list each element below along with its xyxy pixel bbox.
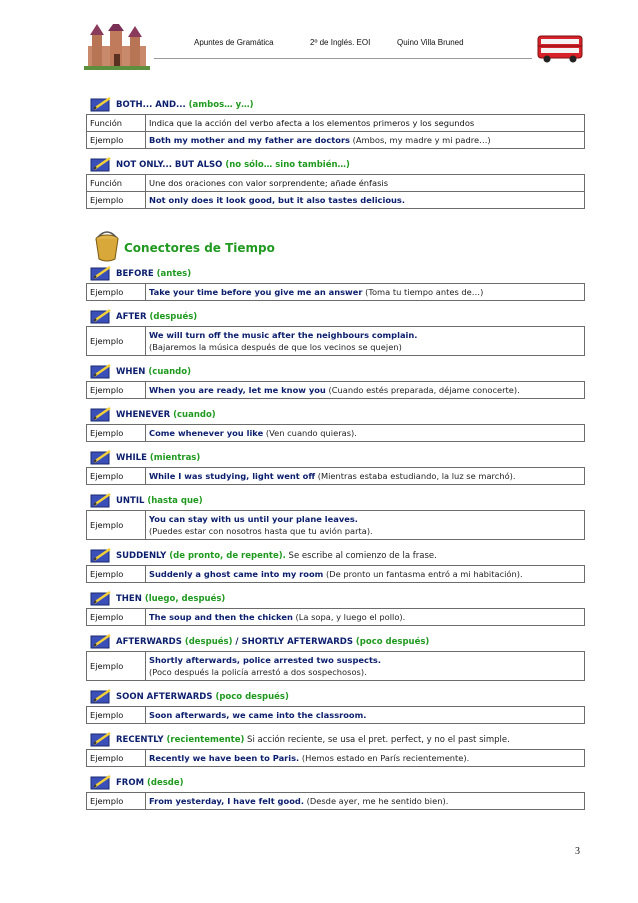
row-label: Ejemplo — [87, 793, 146, 810]
pencil-note-icon — [90, 548, 112, 563]
row-label: Ejemplo — [87, 382, 146, 399]
entry-heading — [86, 308, 585, 326]
row-example — [146, 652, 585, 681]
row-example — [146, 192, 585, 209]
row-label: Ejemplo — [87, 468, 146, 485]
entry-title: THEN — [116, 594, 142, 604]
entry-description: Se escribe al comienzo de la frase. — [285, 551, 437, 561]
entry-heading — [86, 774, 585, 792]
entry-heading — [86, 96, 585, 114]
example-translation: (Puedes estar con nosotros hasta que tu avión parta). — [149, 526, 373, 536]
example-translation: (Bajaremos la música después de que los vecinos se quejen) — [149, 342, 402, 352]
pencil-note-icon — [90, 407, 112, 422]
entry-title: RECENTLY — [116, 735, 164, 745]
example-text: We will turn off the music after the neighbours complain. — [149, 330, 418, 340]
table-row — [87, 750, 585, 767]
row-label: Ejemplo — [87, 609, 146, 626]
entry-spanish: (cuando) — [148, 367, 191, 377]
pencil-note-icon — [90, 493, 112, 508]
example-text: Come whenever you like — [149, 428, 264, 438]
row-label: Función — [87, 115, 146, 132]
row-label: Ejemplo — [87, 284, 146, 301]
table-row — [87, 327, 585, 356]
entry-title: AFTER — [116, 312, 147, 322]
entry-spanish: (después) — [149, 312, 198, 322]
entry-table — [86, 565, 585, 583]
example-text: Shortly afterwards, police arrested two suspects. — [149, 655, 382, 665]
example-text: While I was studying, light went off — [149, 471, 316, 481]
entry-heading — [86, 449, 585, 467]
row-label: Ejemplo — [87, 327, 146, 356]
row-example — [146, 566, 585, 583]
entry-title: BOTH... AND... — [116, 100, 186, 110]
example-text: Take your time before you give me an answer — [149, 287, 363, 297]
entry-title: SOON AFTERWARDS — [116, 692, 213, 702]
table-row — [87, 609, 585, 626]
row-label: Ejemplo — [87, 750, 146, 767]
table-row — [87, 284, 585, 301]
entry-heading — [86, 590, 585, 608]
row-text: Indica que la acción del verbo afecta a los elementos primeros y los segundos — [146, 115, 585, 132]
entry-spanish: (no sólo… sino también…) — [225, 160, 350, 170]
entry-spanish: (mientras) — [149, 453, 201, 463]
row-example — [146, 511, 585, 540]
entry-spanish: (después) — [184, 637, 233, 647]
example-text: Both my mother and my father are doctors — [149, 135, 350, 145]
row-example — [146, 132, 585, 149]
castle-icon — [84, 24, 150, 70]
entry-heading — [86, 406, 585, 424]
entry-spanish: (antes) — [156, 269, 192, 279]
row-text: Une dos oraciones con valor sorprendente; añade énfasis — [146, 175, 585, 192]
row-example — [146, 425, 585, 442]
example-text: When you are ready, let me know you — [149, 385, 326, 395]
row-label: Ejemplo — [87, 192, 146, 209]
example-text: Suddenly a ghost came into my room — [149, 569, 324, 579]
row-label: Ejemplo — [87, 566, 146, 583]
example-translation: (De pronto un fantasma entró a mi habitación). — [323, 569, 523, 579]
row-example — [146, 468, 585, 485]
table-row — [87, 707, 585, 724]
header-course: 2º de Inglés. EOI — [310, 38, 371, 47]
entry-table — [86, 381, 585, 399]
entry-spanish: (poco después) — [215, 692, 289, 702]
document-body — [86, 96, 585, 817]
row-example — [146, 382, 585, 399]
entry-table — [86, 467, 585, 485]
entry-title: AFTERWARDS — [116, 637, 182, 647]
entry-spanish: (hasta que) — [147, 496, 203, 506]
pencil-note-icon — [90, 634, 112, 649]
page-number: 3 — [575, 846, 580, 857]
row-example — [146, 284, 585, 301]
entry-title: FROM — [116, 778, 145, 788]
entry-heading — [86, 731, 585, 749]
entry-title-secondary: / SHORTLY AFTERWARDS — [232, 637, 356, 647]
entry-title: WHEN — [116, 367, 146, 377]
entry-table — [86, 424, 585, 442]
entry-title: WHENEVER — [116, 410, 171, 420]
row-label: Ejemplo — [87, 707, 146, 724]
bucket-icon — [92, 231, 122, 263]
entry-title: BEFORE — [116, 269, 154, 279]
page-header — [84, 20, 584, 74]
entry-table — [86, 114, 585, 149]
row-label: Ejemplo — [87, 652, 146, 681]
pencil-note-icon — [90, 97, 112, 112]
table-row — [87, 192, 585, 209]
header-rule — [154, 58, 532, 59]
row-label: Función — [87, 175, 146, 192]
entry-table — [86, 326, 585, 356]
entry-spanish: (recientemente) — [166, 735, 245, 745]
entry-table — [86, 608, 585, 626]
double-decker-bus-icon — [536, 34, 584, 64]
header-author: Quino Villa Bruned — [397, 38, 464, 47]
example-translation: (Toma tu tiempo antes de…) — [362, 287, 484, 297]
table-row — [87, 175, 585, 192]
entry-title: NOT ONLY... BUT ALSO — [116, 160, 223, 170]
example-text: You can stay with us until your plane leaves. — [149, 514, 358, 524]
pencil-note-icon — [90, 775, 112, 790]
entry-table — [86, 792, 585, 810]
pencil-note-icon — [90, 591, 112, 606]
row-example — [146, 750, 585, 767]
example-translation: (La sopa, y luego el pollo). — [292, 612, 406, 622]
example-text: Not only does it look good, but it also tastes delicious. — [149, 195, 406, 205]
pencil-note-icon — [90, 364, 112, 379]
example-text: From yesterday, I have felt good. — [149, 796, 304, 806]
table-row — [87, 382, 585, 399]
example-translation: (Hemos estado en París recientemente). — [299, 753, 470, 763]
pencil-note-icon — [90, 266, 112, 281]
example-translation: (Cuando estés preparada, déjame conocerte). — [325, 385, 520, 395]
row-label: Ejemplo — [87, 132, 146, 149]
entry-table — [86, 510, 585, 540]
example-text: Recently we have been to Paris. — [149, 753, 300, 763]
entry-table — [86, 749, 585, 767]
entry-table — [86, 283, 585, 301]
entry-spanish: (cuando) — [173, 410, 216, 420]
table-row — [87, 115, 585, 132]
table-row — [87, 652, 585, 681]
entry-spanish: (luego, después) — [144, 594, 226, 604]
pencil-note-icon — [90, 689, 112, 704]
entry-heading — [86, 547, 585, 565]
row-example — [146, 793, 585, 810]
entry-heading — [86, 633, 585, 651]
example-translation: (Poco después la policía arrestó a dos sospechosos). — [149, 667, 367, 677]
section-title: Conectores de Tiempo — [86, 231, 585, 265]
entry-table — [86, 651, 585, 681]
entry-title: SUDDENLY — [116, 551, 167, 561]
entry-heading — [86, 688, 585, 706]
example-translation: (Ven cuando quieras). — [263, 428, 357, 438]
entry-description: Si acción reciente, se usa el pret. perfect, y no el past simple. — [244, 735, 510, 745]
pencil-note-icon — [90, 157, 112, 172]
entry-spanish: (de pronto, de repente). — [169, 551, 286, 561]
example-text: Soon afterwards, we came into the classroom. — [149, 710, 367, 720]
entry-title: WHILE — [116, 453, 147, 463]
header-title: Apuntes de Gramática — [194, 38, 274, 47]
entry-heading — [86, 492, 585, 510]
entry-heading — [86, 156, 585, 174]
row-example — [146, 707, 585, 724]
row-example — [146, 327, 585, 356]
entry-table — [86, 174, 585, 209]
table-row — [87, 468, 585, 485]
entry-heading — [86, 265, 585, 283]
example-translation: (Mientras estaba estudiando, la luz se marchó). — [315, 471, 516, 481]
entry-heading — [86, 363, 585, 381]
row-example — [146, 609, 585, 626]
example-text: The soup and then the chicken — [149, 612, 293, 622]
pencil-note-icon — [90, 450, 112, 465]
entry-spanish: (ambos… y…) — [188, 100, 254, 110]
table-row — [87, 511, 585, 540]
row-label: Ejemplo — [87, 511, 146, 540]
table-row — [87, 566, 585, 583]
pencil-note-icon — [90, 309, 112, 324]
pencil-note-icon — [90, 732, 112, 747]
entry-table — [86, 706, 585, 724]
table-row — [87, 793, 585, 810]
table-row — [87, 425, 585, 442]
entries-list — [86, 265, 585, 810]
example-translation: (Ambos, my madre y mi padre…) — [349, 135, 491, 145]
entry-title: UNTIL — [116, 496, 145, 506]
entry-spanish: (desde) — [147, 778, 184, 788]
row-label: Ejemplo — [87, 425, 146, 442]
example-translation: (Desde ayer, me he sentido bien). — [303, 796, 449, 806]
table-row — [87, 132, 585, 149]
entry-spanish-secondary: (poco después) — [355, 637, 430, 647]
